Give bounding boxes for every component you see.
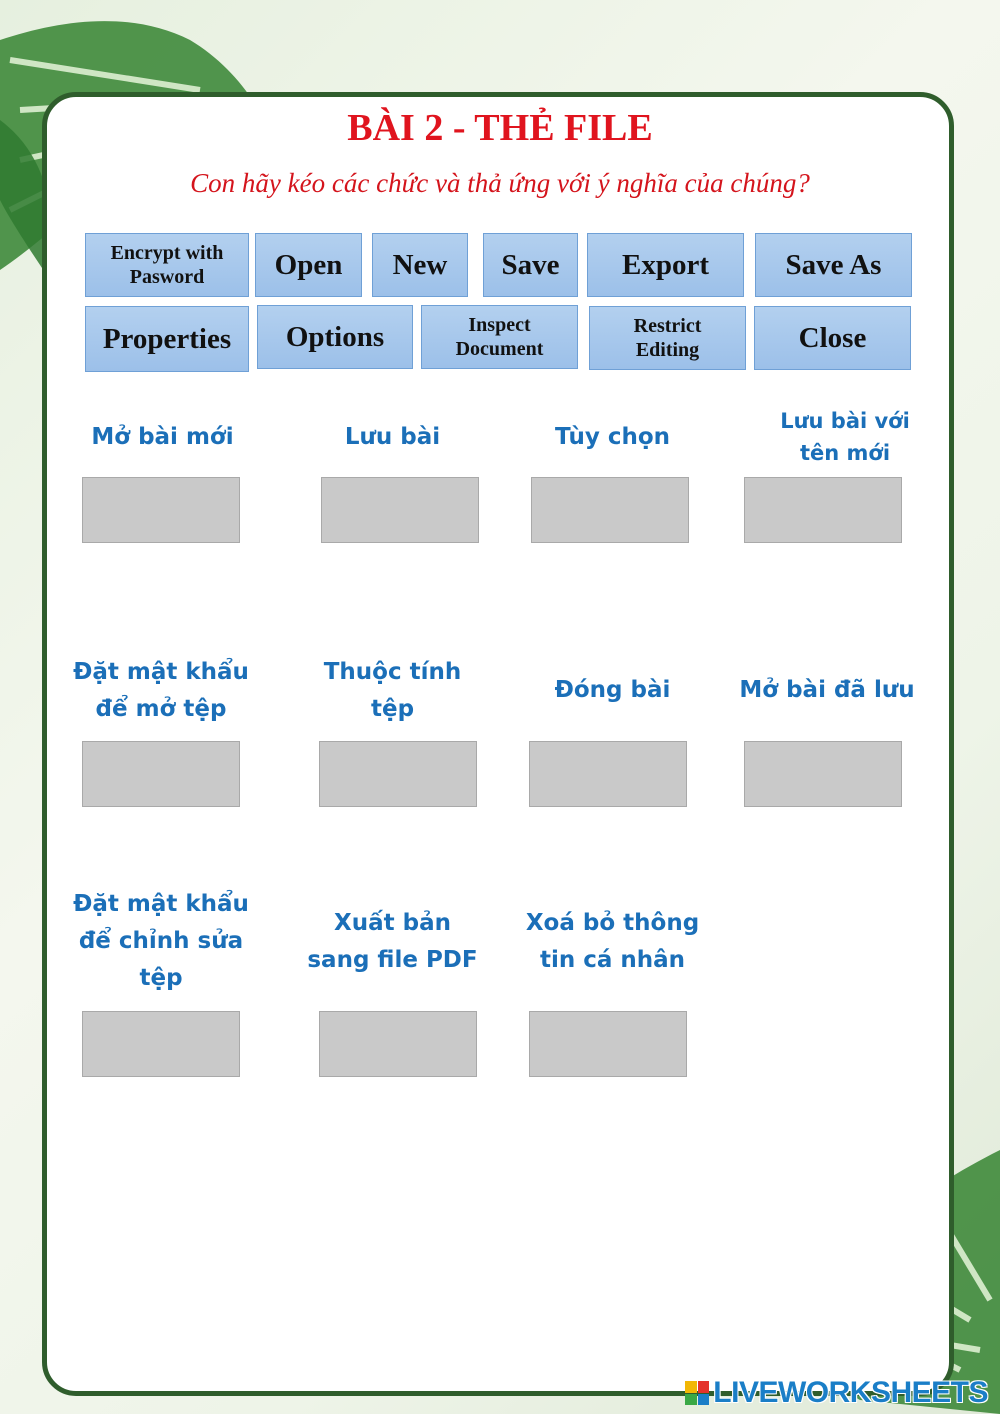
chip-options[interactable]: Options [257, 305, 413, 369]
chip-export[interactable]: Export [587, 233, 744, 297]
liveworksheets-logo-icon [685, 1381, 709, 1405]
drop-zone-mo-bai-moi[interactable] [82, 477, 240, 543]
drop-zone-mo-bai-da-luu[interactable] [744, 741, 902, 807]
target-label-tuy-chon: Tùy chọn [554, 424, 671, 450]
target-label-dong-bai: Đóng bài [554, 677, 671, 703]
drop-zone-thuoc-tinh[interactable] [319, 741, 477, 807]
chip-restrict-editing[interactable]: Restrict Editing [589, 306, 746, 370]
target-label-luu-bai-ten-moi: Lưu bài với tên mới [780, 409, 910, 465]
target-label-xoa-bo: Xoá bỏ thông tin cá nhân [525, 910, 700, 973]
drop-zone-xoa-bo[interactable] [529, 1011, 687, 1077]
drop-zone-luu-bai-ten-moi[interactable] [744, 477, 902, 543]
page-title: BÀI 2 - THẺ FILE [347, 107, 653, 149]
chip-open[interactable]: Open [255, 233, 362, 297]
drop-zone-mat-khau-mo[interactable] [82, 741, 240, 807]
drop-zone-xuat-ban[interactable] [319, 1011, 477, 1077]
chip-close[interactable]: Close [754, 306, 911, 370]
drop-zone-luu-bai[interactable] [321, 477, 479, 543]
page-instruction: Con hãy kéo các chức và thả ứng với ý nghĩa của chúng? [190, 168, 810, 198]
target-label-xuat-ban: Xuất bản sang file PDF [307, 910, 478, 973]
drop-zone-mat-khau-sua[interactable] [82, 1011, 240, 1077]
chip-save-as[interactable]: Save As [755, 233, 912, 297]
chip-inspect-document[interactable]: Inspect Document [421, 305, 578, 369]
liveworksheets-logo [685, 1376, 988, 1410]
liveworksheets-logo-text: LIVEWORKSHEETS [713, 1376, 988, 1409]
chip-properties[interactable]: Properties [85, 306, 249, 372]
chip-encrypt-with-password[interactable]: Encrypt with Pasword [85, 233, 249, 297]
chip-new[interactable]: New [372, 233, 468, 297]
target-label-mat-khau-mo: Đặt mật khẩu để mở tệp [73, 659, 249, 722]
target-label-thuoc-tinh: Thuộc tính tệp [323, 659, 462, 722]
target-label-luu-bai: Lưu bài [344, 424, 441, 450]
target-label-mo-bai-moi: Mở bài mới [91, 424, 234, 450]
target-label-mat-khau-sua: Đặt mật khẩu để chỉnh sửa tệp [73, 891, 249, 991]
drop-zone-tuy-chon[interactable] [531, 477, 689, 543]
drop-zone-dong-bai[interactable] [529, 741, 687, 807]
chip-save[interactable]: Save [483, 233, 578, 297]
target-label-mo-bai-da-luu: Mở bài đã lưu [739, 677, 915, 703]
